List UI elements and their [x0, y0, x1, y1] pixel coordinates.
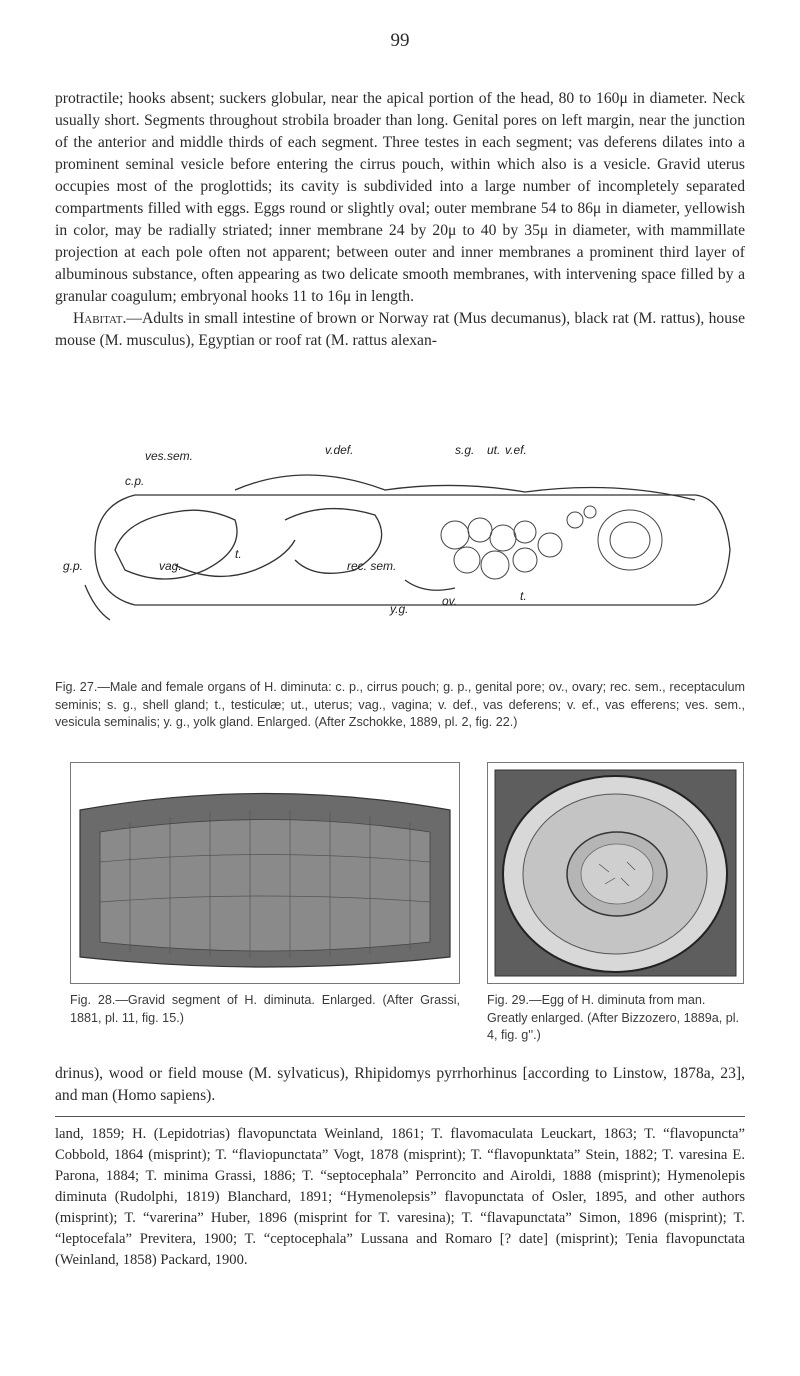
footnote-synonymy: land, 1859; H. (Lepidotrias) flavopunctata Weinland, 1861; T. flavomaculata Leuckart, 1863; T. “flavopuncta” Cobbold, 1864 (misprint); T. “flaviopunctata” Vogt, 1878 (misprint); T. “flavopunktata” Stein, 1882; T. varesina E. Parona, 1884; T. minima Grassi, 1886; T. “septocephala” Perroncito and Airoldi, 1888 (misprint); Hymenolepis diminuta (Rudolphi, 1819) Blanchard, 1891; “Hymenolepsis” flavopunctata of Osler, 1895, and other authors (misprint); T. “varerina” Huber, 1896 (misprint for T. varesina); T. “flavapunctata” Simon, 1896 (misprint); T. “leptocefala” Previtera, 1900; T. “ceptocephala” Lussana and Romaro [? date] (misprint); Tenia flavopunctata (Weinland, 1858) Packard, 1900. — [55, 1126, 745, 1268]
label-c-p: c.p. — [125, 474, 145, 488]
label-v-ef: v.ef. — [505, 443, 527, 457]
footnote-rule — [55, 1116, 745, 1117]
habitat-text: —Adults in small intestine of brown or Norway rat (Mus decumanus), black rat (M. rattus), house mouse (M. musculus), Egyptian or roof rat (M. rattus alexan- — [55, 310, 745, 349]
main-paragraph — [55, 88, 745, 352]
label-t-left: t. — [235, 547, 242, 561]
figure-29-caption: Fig. 29.—Egg of H. diminuta from man. Greatly enlarged. (After Bizzozero, 1889a, pl. 4, fig. g''.) — [487, 993, 740, 1042]
label-ut: ut. — [487, 443, 501, 457]
proglottid-outline — [95, 495, 730, 605]
label-v-def: v.def. — [325, 443, 354, 457]
label-y-g: y.g. — [390, 602, 409, 616]
label-t-right: t. — [520, 589, 527, 603]
egg-embryo — [581, 844, 653, 904]
paragraph-hosts-continued: drinus), wood or field mouse (M. sylvaticus), Rhipidomys pyrrhorhinus [according to Linstow, 1878a, 23], and man (Homo sapiens). — [55, 1065, 745, 1104]
figure-28-caption: Fig. 28.—Gravid segment of H. diminuta. Enlarged. (After Grassi, 1881, pl. 11, fig. 15.) — [70, 993, 460, 1025]
figure-27-caption: Fig. 27.—Male and female organs of H. diminuta: c. p., cirrus pouch; g. p., genital pore; ov., ovary; rec. sem., receptaculum seminis; s. g., shell gland; t., testiculæ; ut., uterus; vag., vagina; v. def., vas deferens; v. ef., vas efferens; ves. sem., vesicula seminalis; y. g., yolk gland. Enlarged. (After Zschokke, 1889, pl. 2, fig. 22.) — [55, 680, 745, 729]
paragraph-description: protractile; hooks absent; suckers globular, near the apical portion of the head, 80 to 160μ in diameter. Neck usually short. Segments throughout strobila broader than long. Genital pores on left margin, near the junction of the anterior and middle thirds of each segment. Three testes in each segment; vas deferens dilates into a prominent seminal vesicle before entering the cirrus pouch, within which also is a vesicle. Gravid uterus occupies most of the proglottids; its cavity is subdivided into a large number of incompletely separated compartments filled with eggs. Eggs round or slightly oval; outer membrane 54 to 86μ in diameter, yellowish in color, may be radially striated; inner membrane 24 by 20μ to 40 by 35μ in diameter, with mammillate projection at each pole often not apparent; between outer and inner membranes a prominent third layer of albuminous substance, often appearing as two delicate smooth membranes, with intervening space filled by a granular coagulum; embryonal hooks 11 to 16μ in length. — [55, 90, 745, 305]
page-number: 99 — [390, 30, 410, 51]
label-vag: vag. — [159, 559, 182, 573]
figure-28-illustration — [70, 762, 460, 984]
label-ves-sem: ves.sem. — [145, 449, 194, 463]
habitat-heading: Habitat. — [73, 310, 127, 327]
label-s-g: s.g. — [455, 443, 475, 457]
figure-27-illustration — [55, 420, 745, 670]
label-ov: ov. — [442, 594, 458, 608]
figure-29-illustration — [487, 762, 744, 984]
label-rec-sem: rec. sem. — [347, 559, 397, 573]
label-g-p: g.p. — [63, 559, 84, 573]
continuation-paragraph — [55, 1063, 745, 1107]
paragraph-habitat — [55, 308, 745, 352]
